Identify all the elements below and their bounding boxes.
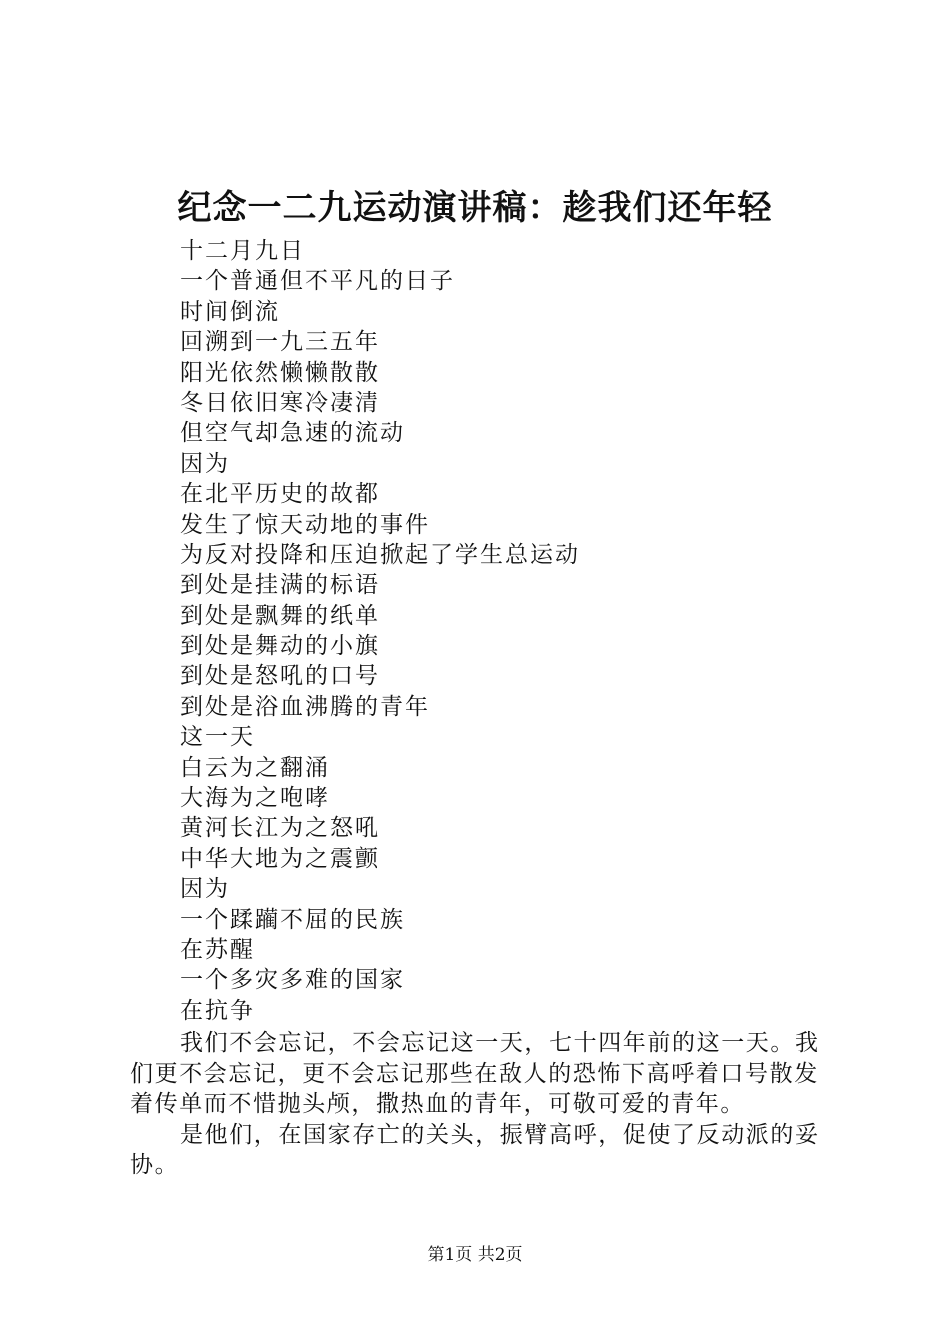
poem-line: 因为: [180, 450, 230, 477]
prose-block: [130, 1028, 830, 1181]
poem-line: 一个蹂躏不屈的民族: [180, 906, 405, 933]
poem-line: 大海为之咆哮: [180, 785, 330, 812]
poem-line: 发生了惊天动地的事件: [180, 511, 430, 538]
poem-line: 在北平历史的故都: [180, 481, 380, 508]
poem-line: 为反对投降和压迫掀起了学生总运动: [180, 541, 580, 568]
paragraph: 我们不会忘记，不会忘记这一天，七十四年前的这一天。我们更不会忘记，更不会忘记那些在敌人的恐怖下高呼着口号散发着传单而不惜抛头颅，撒热血的青年，可敬可爱的青年。: [130, 1030, 820, 1117]
poem-line: 黄河长江为之怒吼: [180, 815, 380, 842]
poem-line: 一个多灾多难的国家: [180, 967, 405, 994]
poem-line: 在抗争: [180, 997, 255, 1024]
paragraph: 是他们，在国家存亡的关头，振臂高呼，促使了反动派的妥协。: [130, 1121, 820, 1178]
poem-line: 时间倒流: [180, 298, 280, 325]
poem-line: 到处是浴血沸腾的青年: [180, 693, 430, 720]
poem-line: 到处是舞动的小旗: [180, 633, 380, 660]
poem-line: 到处是挂满的标语: [180, 572, 380, 599]
poem-line: 在苏醒: [180, 936, 255, 963]
poem-line: 阳光依然懒懒散散: [180, 359, 380, 386]
document-title: 纪念一二九运动演讲稿：趁我们还年轻: [177, 188, 773, 228]
poem-line: 这一天: [180, 724, 255, 751]
poem-line: 到处是怒吼的口号: [180, 663, 380, 690]
poem-line: 一个普通但不平凡的日子: [180, 268, 455, 295]
poem-line: 回溯到一九三五年: [180, 329, 380, 356]
poem-line: 到处是飘舞的纸单: [180, 602, 380, 629]
poem-line: 冬日依旧寒冷凄清: [180, 389, 380, 416]
poem-line: 但空气却急速的流动: [180, 420, 405, 447]
poem-line: 白云为之翻涌: [180, 754, 330, 781]
page-footer: 第1页 共2页: [427, 1245, 523, 1265]
poem-line: 因为: [180, 876, 230, 903]
poem-line: 中华大地为之震颤: [180, 845, 380, 872]
poem-block: [180, 236, 880, 1026]
poem-line: 十二月九日: [180, 238, 305, 264]
